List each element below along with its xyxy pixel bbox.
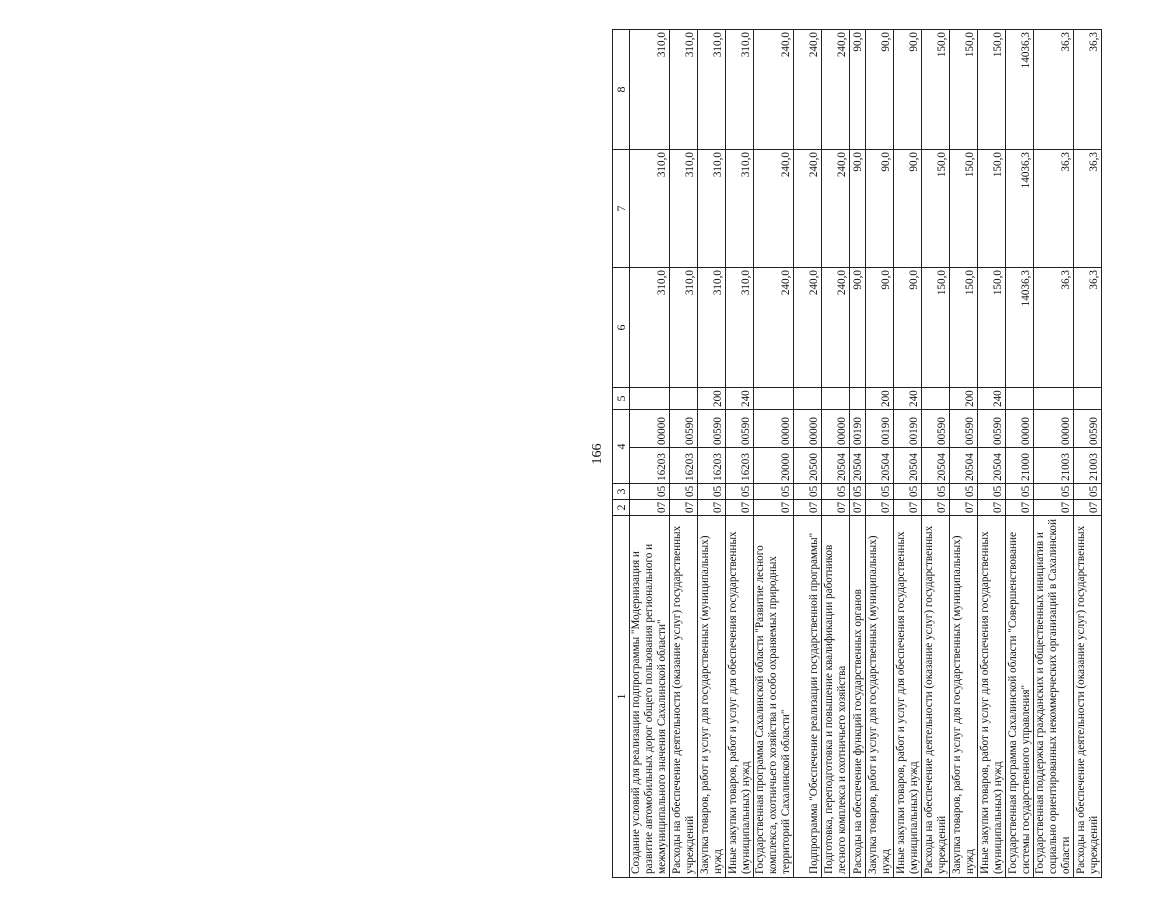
program-code-cell: 20504 bbox=[822, 448, 850, 484]
row-name-cell: Подпрограмма "Обеспечение реализации государственной программы" bbox=[794, 516, 822, 878]
amount-col6-cell: 240,0 bbox=[822, 268, 850, 388]
amount-col8-cell: 14036,3 bbox=[1006, 30, 1034, 150]
header-cell-4: 4 bbox=[613, 410, 630, 484]
amount-col6-cell: 310,0 bbox=[726, 268, 754, 388]
row-name-cell: Государственная поддержка гражданских и общественных инициатив и социально ориентированных некоммерческих организаций в Сахалинской области bbox=[1034, 516, 1074, 878]
amount-col8-cell: 90,0 bbox=[866, 30, 894, 150]
amount-col8-cell: 90,0 bbox=[850, 30, 866, 150]
expense-type-cell: 200 bbox=[866, 388, 894, 410]
table-row bbox=[670, 30, 698, 878]
program-code-cell: 21000 bbox=[1006, 448, 1034, 484]
amount-col7-cell: 36,3 bbox=[1034, 150, 1074, 268]
amount-col6-cell: 90,0 bbox=[894, 268, 922, 388]
row-name-cell: Создание условий для реализации подпрограммы "Модернизация и развитие автомобильных дорог общего пользования регионального и межмуниципального значения Сахалинской области" bbox=[630, 516, 670, 878]
program-code-cell: 20504 bbox=[850, 448, 866, 484]
subsection-code-cell: 05 bbox=[670, 484, 698, 500]
subsection-code-cell: 05 bbox=[894, 484, 922, 500]
amount-col7-cell: 36,3 bbox=[1074, 150, 1102, 268]
header-cell-8: 8 bbox=[613, 30, 630, 150]
table-row bbox=[922, 30, 950, 878]
amount-col6-cell: 150,0 bbox=[922, 268, 950, 388]
budget-table bbox=[612, 29, 1102, 878]
subsection-code-cell: 05 bbox=[922, 484, 950, 500]
amount-col7-cell: 310,0 bbox=[698, 150, 726, 268]
row-name-cell: Государственная программа Сахалинской области "Развитие лесного комплекса, охотничьего хозяйства и особо охраняемых природных территорий Сахалинской области" bbox=[754, 516, 794, 878]
direction-code-cell: 00190 bbox=[850, 410, 866, 448]
row-name-cell: Расходы на обеспечение функций государственных органов bbox=[850, 516, 866, 878]
program-code-cell: 16203 bbox=[630, 448, 670, 484]
expense-type-cell bbox=[754, 388, 794, 410]
direction-code-cell: 00000 bbox=[754, 410, 794, 448]
amount-col6-cell: 150,0 bbox=[978, 268, 1006, 388]
direction-code-cell: 00190 bbox=[866, 410, 894, 448]
section-code-cell: 07 bbox=[950, 500, 978, 516]
section-code-cell: 07 bbox=[978, 500, 1006, 516]
table-row bbox=[726, 30, 754, 878]
expense-type-cell: 240 bbox=[894, 388, 922, 410]
section-code-cell: 07 bbox=[894, 500, 922, 516]
direction-code-cell: 00000 bbox=[794, 410, 822, 448]
subsection-code-cell: 05 bbox=[1074, 484, 1102, 500]
row-name-cell: Расходы на обеспечение деятельности (оказание услуг) государственных учреждений bbox=[1074, 516, 1102, 878]
expense-type-cell bbox=[630, 388, 670, 410]
table-row bbox=[754, 30, 794, 878]
amount-col8-cell: 150,0 bbox=[922, 30, 950, 150]
subsection-code-cell: 05 bbox=[630, 484, 670, 500]
subsection-code-cell: 05 bbox=[794, 484, 822, 500]
amount-col8-cell: 36,3 bbox=[1074, 30, 1102, 150]
amount-col6-cell: 310,0 bbox=[670, 268, 698, 388]
section-code-cell: 07 bbox=[1074, 500, 1102, 516]
direction-code-cell: 00000 bbox=[1034, 410, 1074, 448]
table-row bbox=[822, 30, 850, 878]
amount-col7-cell: 14036,3 bbox=[1006, 150, 1034, 268]
amount-col7-cell: 150,0 bbox=[978, 150, 1006, 268]
subsection-code-cell: 05 bbox=[866, 484, 894, 500]
program-code-cell: 20504 bbox=[950, 448, 978, 484]
subsection-code-cell: 05 bbox=[698, 484, 726, 500]
section-code-cell: 07 bbox=[1034, 500, 1074, 516]
subsection-code-cell: 05 bbox=[726, 484, 754, 500]
direction-code-cell: 00000 bbox=[630, 410, 670, 448]
amount-col7-cell: 240,0 bbox=[794, 150, 822, 268]
direction-code-cell: 00000 bbox=[1006, 410, 1034, 448]
expense-type-cell bbox=[850, 388, 866, 410]
expense-type-cell: 200 bbox=[950, 388, 978, 410]
section-code-cell: 07 bbox=[754, 500, 794, 516]
direction-code-cell: 00590 bbox=[698, 410, 726, 448]
direction-code-cell: 00190 bbox=[894, 410, 922, 448]
subsection-code-cell: 05 bbox=[754, 484, 794, 500]
expense-type-cell bbox=[822, 388, 850, 410]
header-cell-6: 6 bbox=[613, 268, 630, 388]
row-name-cell: Закупка товаров, работ и услуг для государственных (муниципальных) нужд bbox=[950, 516, 978, 878]
program-code-cell: 20504 bbox=[894, 448, 922, 484]
amount-col8-cell: 310,0 bbox=[726, 30, 754, 150]
table-row bbox=[1006, 30, 1034, 878]
amount-col8-cell: 240,0 bbox=[754, 30, 794, 150]
subsection-code-cell: 05 bbox=[950, 484, 978, 500]
expense-type-cell bbox=[922, 388, 950, 410]
row-name-cell: Расходы на обеспечение деятельности (оказание услуг) государственных учреждений bbox=[670, 516, 698, 878]
section-code-cell: 07 bbox=[866, 500, 894, 516]
amount-col8-cell: 36,3 bbox=[1034, 30, 1074, 150]
amount-col6-cell: 90,0 bbox=[850, 268, 866, 388]
amount-col6-cell: 14036,3 bbox=[1006, 268, 1034, 388]
amount-col8-cell: 240,0 bbox=[822, 30, 850, 150]
row-name-cell: Подготовка, переподготовка и повышение квалификации работников лесного комплекса и охотничьего хозяйства bbox=[822, 516, 850, 878]
section-code-cell: 07 bbox=[670, 500, 698, 516]
amount-col7-cell: 310,0 bbox=[670, 150, 698, 268]
subsection-code-cell: 05 bbox=[978, 484, 1006, 500]
direction-code-cell: 00590 bbox=[670, 410, 698, 448]
amount-col6-cell: 36,3 bbox=[1034, 268, 1074, 388]
table-row bbox=[1074, 30, 1102, 878]
amount-col7-cell: 240,0 bbox=[754, 150, 794, 268]
amount-col6-cell: 90,0 bbox=[866, 268, 894, 388]
subsection-code-cell: 05 bbox=[1006, 484, 1034, 500]
section-code-cell: 07 bbox=[698, 500, 726, 516]
table-row bbox=[1034, 30, 1074, 878]
table-row bbox=[850, 30, 866, 878]
amount-col7-cell: 150,0 bbox=[922, 150, 950, 268]
expense-type-cell: 240 bbox=[726, 388, 754, 410]
header-cell-5: 5 bbox=[613, 388, 630, 410]
table-row bbox=[794, 30, 822, 878]
row-name-cell: Закупка товаров, работ и услуг для государственных (муниципальных) нужд bbox=[866, 516, 894, 878]
table-row bbox=[866, 30, 894, 878]
amount-col8-cell: 310,0 bbox=[630, 30, 670, 150]
expense-type-cell: 200 bbox=[698, 388, 726, 410]
section-code-cell: 07 bbox=[1006, 500, 1034, 516]
direction-code-cell: 00590 bbox=[1074, 410, 1102, 448]
amount-col6-cell: 240,0 bbox=[794, 268, 822, 388]
row-name-cell: Закупка товаров, работ и услуг для государственных (муниципальных) нужд bbox=[698, 516, 726, 878]
table-body bbox=[630, 30, 1102, 878]
section-code-cell: 07 bbox=[822, 500, 850, 516]
header-cell-2: 2 bbox=[613, 500, 630, 516]
amount-col7-cell: 90,0 bbox=[894, 150, 922, 268]
header-cell-7: 7 bbox=[613, 150, 630, 268]
row-name-cell: Иные закупки товаров, работ и услуг для обеспечения государственных (муниципальных) нужд bbox=[726, 516, 754, 878]
program-code-cell: 20500 bbox=[794, 448, 822, 484]
direction-code-cell: 00590 bbox=[978, 410, 1006, 448]
amount-col8-cell: 90,0 bbox=[894, 30, 922, 150]
program-code-cell: 16203 bbox=[726, 448, 754, 484]
page-number: 166 bbox=[590, 443, 605, 465]
header-row bbox=[613, 30, 630, 878]
row-name-cell: Государственная программа Сахалинской области "Совершенствование системы государственного управления" bbox=[1006, 516, 1034, 878]
amount-col6-cell: 240,0 bbox=[754, 268, 794, 388]
amount-col6-cell: 310,0 bbox=[630, 268, 670, 388]
expense-type-cell bbox=[670, 388, 698, 410]
table-row bbox=[894, 30, 922, 878]
table-row bbox=[698, 30, 726, 878]
program-code-cell: 20504 bbox=[922, 448, 950, 484]
row-name-cell: Иные закупки товаров, работ и услуг для обеспечения государственных (муниципальных) нужд bbox=[978, 516, 1006, 878]
table-row bbox=[630, 30, 670, 878]
section-code-cell: 07 bbox=[922, 500, 950, 516]
expense-type-cell: 240 bbox=[978, 388, 1006, 410]
direction-code-cell: 00590 bbox=[726, 410, 754, 448]
expense-type-cell bbox=[1006, 388, 1034, 410]
row-name-cell: Расходы на обеспечение деятельности (оказание услуг) государственных учреждений bbox=[922, 516, 950, 878]
program-code-cell: 21003 bbox=[1074, 448, 1102, 484]
subsection-code-cell: 05 bbox=[1034, 484, 1074, 500]
header-cell-1: 1 bbox=[613, 516, 630, 878]
program-code-cell: 20504 bbox=[978, 448, 1006, 484]
program-code-cell: 16203 bbox=[670, 448, 698, 484]
amount-col7-cell: 310,0 bbox=[630, 150, 670, 268]
expense-type-cell bbox=[1074, 388, 1102, 410]
program-code-cell: 20000 bbox=[754, 448, 794, 484]
section-code-cell: 07 bbox=[850, 500, 866, 516]
program-code-cell: 21003 bbox=[1034, 448, 1074, 484]
amount-col7-cell: 310,0 bbox=[726, 150, 754, 268]
table-row bbox=[978, 30, 1006, 878]
amount-col8-cell: 310,0 bbox=[670, 30, 698, 150]
table-row bbox=[950, 30, 978, 878]
section-code-cell: 07 bbox=[726, 500, 754, 516]
amount-col8-cell: 150,0 bbox=[978, 30, 1006, 150]
expense-type-cell bbox=[1034, 388, 1074, 410]
amount-col8-cell: 150,0 bbox=[950, 30, 978, 150]
amount-col7-cell: 240,0 bbox=[822, 150, 850, 268]
program-code-cell: 20504 bbox=[866, 448, 894, 484]
header-cell-3: 3 bbox=[613, 484, 630, 500]
section-code-cell: 07 bbox=[794, 500, 822, 516]
amount-col7-cell: 90,0 bbox=[850, 150, 866, 268]
direction-code-cell: 00000 bbox=[822, 410, 850, 448]
amount-col8-cell: 240,0 bbox=[794, 30, 822, 150]
rotated-page bbox=[590, 30, 1160, 878]
expense-type-cell bbox=[794, 388, 822, 410]
amount-col6-cell: 150,0 bbox=[950, 268, 978, 388]
amount-col6-cell: 36,3 bbox=[1074, 268, 1102, 388]
direction-code-cell: 00590 bbox=[922, 410, 950, 448]
subsection-code-cell: 05 bbox=[822, 484, 850, 500]
amount-col7-cell: 90,0 bbox=[866, 150, 894, 268]
row-name-cell: Иные закупки товаров, работ и услуг для обеспечения государственных (муниципальных) нужд bbox=[894, 516, 922, 878]
amount-col6-cell: 310,0 bbox=[698, 268, 726, 388]
section-code-cell: 07 bbox=[630, 500, 670, 516]
amount-col8-cell: 310,0 bbox=[698, 30, 726, 150]
program-code-cell: 16203 bbox=[698, 448, 726, 484]
subsection-code-cell: 05 bbox=[850, 484, 866, 500]
direction-code-cell: 00590 bbox=[950, 410, 978, 448]
amount-col7-cell: 150,0 bbox=[950, 150, 978, 268]
